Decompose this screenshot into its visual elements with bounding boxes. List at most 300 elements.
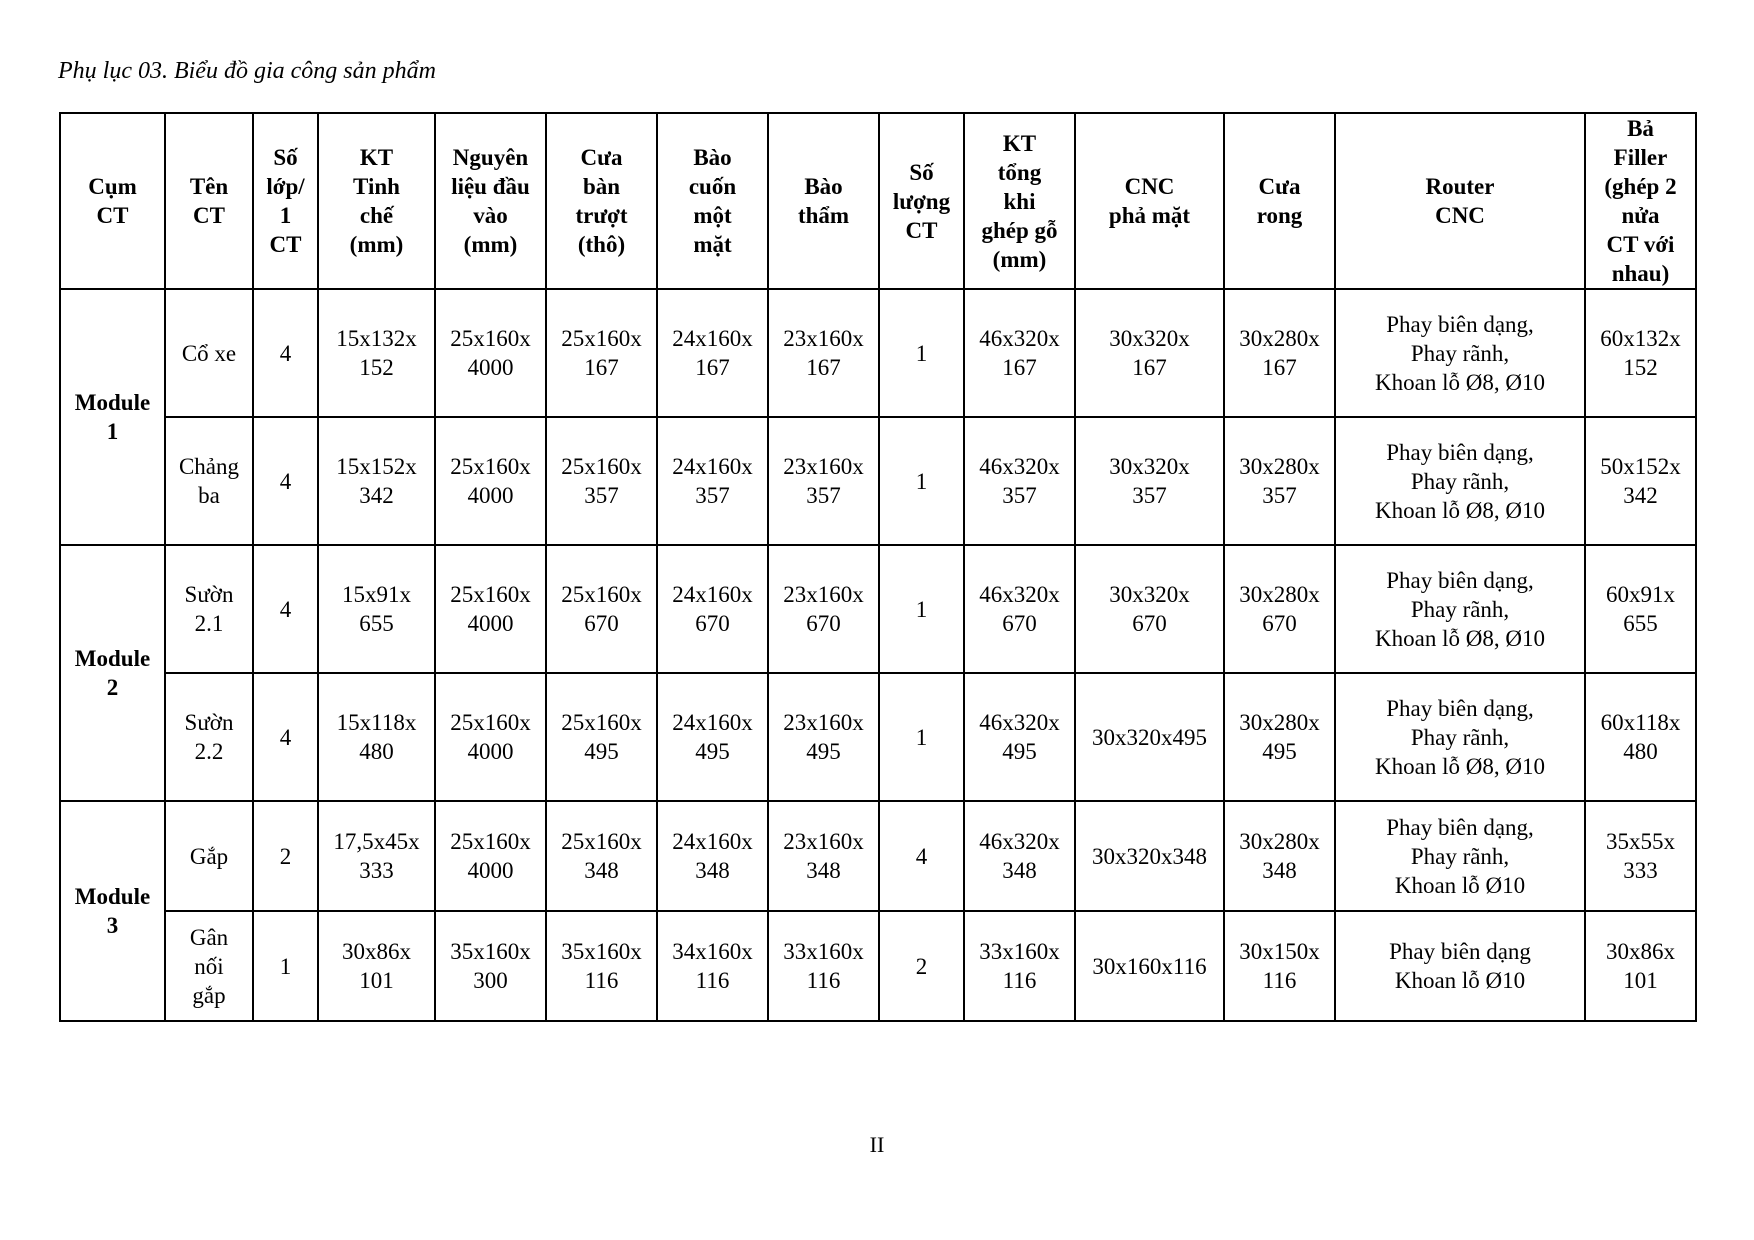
cell-line: 4 <box>279 596 292 622</box>
cell-line: Gân <box>189 924 229 950</box>
module-cell <box>60 289 165 545</box>
module-cell <box>60 545 165 801</box>
cell-line: 25x160x <box>450 710 531 735</box>
cell-line: 101 <box>359 968 394 993</box>
cell-line: nối <box>194 953 224 979</box>
cell-line: 670 <box>1002 611 1037 636</box>
cell-line: 333 <box>1623 858 1658 883</box>
table-cell <box>768 545 879 673</box>
table-cell <box>435 673 546 801</box>
table-cell <box>1224 911 1335 1021</box>
table-cell <box>1224 417 1335 545</box>
table-cell <box>1224 673 1335 801</box>
cell-line: 15x132x <box>336 326 417 351</box>
cell-line: 101 <box>1623 968 1658 993</box>
cell-line: 655 <box>1623 611 1658 636</box>
cell-line: 670 <box>695 611 730 636</box>
table-cell <box>165 911 253 1021</box>
cell-line: 3 <box>106 913 119 938</box>
cell-line: Phay biên dạng, <box>1386 814 1534 840</box>
table-cell <box>1335 289 1585 417</box>
cell-line: 30x320x <box>1109 326 1190 351</box>
cell-line: khi <box>1003 188 1036 214</box>
table-cell <box>435 417 546 545</box>
cell-line: 46x320x <box>979 454 1060 479</box>
cell-line: KT <box>1002 130 1037 156</box>
cell-line: 30x320x <box>1109 582 1190 607</box>
cell-line: 25x160x <box>561 582 642 607</box>
cell-line: 495 <box>584 739 619 764</box>
table-cell <box>657 289 768 417</box>
table-cell <box>1075 545 1224 673</box>
table-cell <box>1335 801 1585 911</box>
table-cell <box>964 911 1075 1021</box>
cell-line: Khoan lỗ Ø8, Ø10 <box>1375 369 1545 395</box>
table-cell <box>253 801 318 911</box>
cell-line: 30x320x <box>1109 454 1190 479</box>
table-cell <box>318 417 435 545</box>
column-header <box>768 113 879 289</box>
cell-line: 348 <box>806 858 841 883</box>
cell-line: 167 <box>806 355 841 380</box>
appendix-caption: Phụ lục 03. Biểu đồ gia công sản phẩm <box>58 58 436 84</box>
table-cell <box>768 911 879 1021</box>
cell-line: 495 <box>695 739 730 764</box>
cell-line: Tinh <box>353 174 400 199</box>
table-cell <box>546 545 657 673</box>
cell-line: 25x160x <box>561 829 642 854</box>
column-header <box>1335 113 1585 289</box>
cell-line: 35x55x <box>1606 829 1675 854</box>
table-cell <box>1224 289 1335 417</box>
cell-line: Phay biên dạng, <box>1386 567 1534 593</box>
cell-line: 23x160x <box>783 454 864 479</box>
table-cell <box>435 289 546 417</box>
cell-line: 357 <box>1262 483 1297 508</box>
cell-line: Router <box>1425 174 1495 199</box>
cell-line: 167 <box>1132 355 1167 380</box>
cell-line: 23x160x <box>783 582 864 607</box>
cell-line: 167 <box>584 355 619 380</box>
cell-line: Khoan lỗ Ø8, Ø10 <box>1375 753 1545 779</box>
table-cell <box>657 801 768 911</box>
cell-line: 2.2 <box>194 739 224 764</box>
cell-line: Module <box>74 884 151 909</box>
table-cell <box>657 545 768 673</box>
cell-line: 24x160x <box>672 326 753 351</box>
table-cell <box>165 673 253 801</box>
cell-line: Module <box>74 646 151 671</box>
cell-line: Bả <box>1627 116 1654 141</box>
cell-line: 30x160x116 <box>1092 953 1207 979</box>
header-row <box>60 113 1696 289</box>
cell-line: 4 <box>915 843 928 869</box>
cell-line: 480 <box>1623 739 1658 764</box>
table-cell <box>1585 673 1696 801</box>
cell-line: 495 <box>1002 739 1037 764</box>
table-cell <box>964 673 1075 801</box>
cell-line: 167 <box>1002 355 1037 380</box>
cell-line: một <box>693 203 732 228</box>
cell-line: 25x160x <box>450 326 531 351</box>
cell-line: Số <box>273 145 298 170</box>
cell-line: 116 <box>584 968 619 993</box>
table-cell <box>1585 801 1696 911</box>
cell-line: 152 <box>359 355 394 380</box>
cell-line: 670 <box>806 611 841 636</box>
cell-line: 670 <box>584 611 619 636</box>
table-cell <box>1585 545 1696 673</box>
table-cell <box>657 673 768 801</box>
page-number: II <box>869 1132 885 1157</box>
table-cell <box>546 911 657 1021</box>
cell-line: 4000 <box>467 483 514 508</box>
cell-line: CT <box>269 232 302 257</box>
table-cell <box>165 417 253 545</box>
cell-line: Phay rãnh, <box>1410 843 1510 869</box>
column-header <box>879 113 964 289</box>
cell-line: 342 <box>359 483 394 508</box>
column-header <box>546 113 657 289</box>
table-cell <box>546 289 657 417</box>
column-header <box>253 113 318 289</box>
column-header <box>1075 113 1224 289</box>
cell-line: Phay rãnh, <box>1410 596 1510 622</box>
table-row <box>60 801 1696 911</box>
cell-line: Phay rãnh, <box>1410 724 1510 750</box>
table-cell <box>1585 417 1696 545</box>
cell-line: 24x160x <box>672 582 753 607</box>
table-cell <box>165 289 253 417</box>
column-header <box>60 113 165 289</box>
cell-line: CT <box>905 217 938 243</box>
cell-line: cuốn <box>688 174 737 199</box>
cell-line: 4000 <box>467 858 514 883</box>
table-cell <box>768 289 879 417</box>
cell-line: 35x160x <box>450 939 531 964</box>
cell-line: 1 <box>915 596 928 622</box>
cell-line: (mm) <box>463 232 518 257</box>
cell-line: 15x91x <box>342 582 411 607</box>
cell-line: 30x86x <box>342 939 411 964</box>
cell-line: 30x320x348 <box>1092 843 1207 869</box>
cell-line: 2 <box>915 953 928 979</box>
table-cell <box>1224 801 1335 911</box>
table-cell <box>768 417 879 545</box>
cell-line: CT với <box>1606 232 1675 257</box>
cell-line: 24x160x <box>672 710 753 735</box>
cell-line: Phay biên dạng, <box>1386 311 1534 337</box>
cell-line: 46x320x <box>979 710 1060 735</box>
cell-line: 33x160x <box>979 939 1060 964</box>
cell-line: 348 <box>695 858 730 883</box>
column-header <box>318 113 435 289</box>
cell-line: Phay biên dạng <box>1389 939 1531 964</box>
cell-line: tổng <box>997 159 1042 185</box>
column-header <box>657 113 768 289</box>
cell-line: 495 <box>806 739 841 764</box>
table-cell <box>768 673 879 801</box>
cell-line: Cụm <box>88 174 137 199</box>
cell-line: 167 <box>1262 355 1297 380</box>
table-cell <box>253 545 318 673</box>
table-cell <box>253 417 318 545</box>
cell-line: Nguyên <box>452 145 529 170</box>
cell-line: 25x160x <box>561 454 642 479</box>
cell-line: 4000 <box>467 739 514 764</box>
table-cell <box>879 801 964 911</box>
cell-line: 116 <box>1262 968 1297 993</box>
cell-line: Phay biên dạng, <box>1386 439 1534 465</box>
cell-line: 152 <box>1623 355 1658 380</box>
cell-line: Khoan lỗ Ø10 <box>1394 968 1526 993</box>
cell-line: 1 <box>915 468 928 494</box>
table-cell <box>253 289 318 417</box>
cell-line: 348 <box>1262 858 1297 883</box>
cell-line: Phay rãnh, <box>1410 340 1510 366</box>
cell-line: 24x160x <box>672 454 753 479</box>
cell-line: 333 <box>359 858 394 883</box>
table-cell <box>1335 417 1585 545</box>
table-cell <box>546 673 657 801</box>
cell-line: nhau) <box>1611 261 1670 286</box>
table-cell <box>318 673 435 801</box>
cell-line: Sườn <box>184 582 234 607</box>
cell-line: ba <box>198 483 220 508</box>
cell-line: 655 <box>359 611 394 636</box>
table-row <box>60 545 1696 673</box>
cell-line: 60x91x <box>1606 582 1675 607</box>
cell-line: 357 <box>584 483 619 508</box>
table-row <box>60 911 1696 1021</box>
table-cell <box>1075 673 1224 801</box>
table-row <box>60 673 1696 801</box>
table-cell <box>318 911 435 1021</box>
cell-line: 4 <box>279 724 292 750</box>
cell-line: 30x280x <box>1239 454 1320 479</box>
cell-line: Khoan lỗ Ø8, Ø10 <box>1375 497 1545 523</box>
table-cell <box>1224 545 1335 673</box>
cell-line: 357 <box>695 483 730 508</box>
cell-line: liệu đầu <box>451 174 530 199</box>
table-cell <box>318 289 435 417</box>
cell-line: 348 <box>1002 858 1037 883</box>
cell-line: Khoan lỗ Ø10 <box>1394 872 1526 898</box>
cell-line: 25x160x <box>561 326 642 351</box>
cell-line: nửa <box>1621 203 1660 228</box>
cell-line: Cưa <box>1258 174 1301 199</box>
cell-line: 15x152x <box>336 454 417 479</box>
column-header <box>1224 113 1335 289</box>
cell-line: 30x86x <box>1606 939 1675 964</box>
table-cell <box>1075 911 1224 1021</box>
table-cell <box>657 911 768 1021</box>
cell-line: 50x152x <box>1600 454 1681 479</box>
cell-line: 116 <box>695 968 730 993</box>
table-cell <box>657 417 768 545</box>
cell-line: CT <box>193 203 225 228</box>
cell-line: 30x320x495 <box>1092 724 1207 750</box>
cell-line: 17,5x45x <box>333 829 420 854</box>
cell-line: (mm) <box>992 246 1047 272</box>
table-cell <box>253 673 318 801</box>
table-cell <box>435 545 546 673</box>
cell-line: 342 <box>1623 483 1658 508</box>
cell-line: bàn <box>582 174 621 199</box>
cell-line: 34x160x <box>672 939 753 964</box>
cell-line: phả mặt <box>1108 203 1191 228</box>
column-header <box>1585 113 1696 289</box>
cell-line: Sườn <box>184 710 234 735</box>
cell-line: Module <box>74 390 151 415</box>
cell-line: 1 <box>279 953 292 979</box>
cell-line: 25x160x <box>450 582 531 607</box>
column-header <box>964 113 1075 289</box>
cell-line: 348 <box>584 858 619 883</box>
table-row <box>60 289 1696 417</box>
cell-line: 300 <box>473 968 508 993</box>
table-cell <box>1585 911 1696 1021</box>
cell-line: 25x160x <box>450 454 531 479</box>
table-cell <box>879 417 964 545</box>
cell-line: 4000 <box>467 611 514 636</box>
cell-line: 4 <box>279 468 292 494</box>
cell-line: (thô) <box>577 232 626 257</box>
cell-line: 4 <box>279 340 292 366</box>
table-cell <box>964 289 1075 417</box>
table-cell <box>1075 417 1224 545</box>
cell-line: 46x320x <box>979 582 1060 607</box>
cell-line: 25x160x <box>561 710 642 735</box>
column-header <box>435 113 546 289</box>
cell-line: vào <box>473 203 508 228</box>
table-cell <box>879 673 964 801</box>
cell-line: 30x280x <box>1239 710 1320 735</box>
cell-line: Filler <box>1613 145 1668 170</box>
table-cell <box>318 801 435 911</box>
table-cell <box>1075 289 1224 417</box>
cell-line: 167 <box>695 355 730 380</box>
column-header <box>165 113 253 289</box>
cell-line: mặt <box>693 232 732 257</box>
cell-line: 116 <box>806 968 841 993</box>
cell-line: 35x160x <box>561 939 642 964</box>
cell-line: 46x320x <box>979 326 1060 351</box>
table-cell <box>435 801 546 911</box>
cell-line: ghép gỗ <box>981 217 1058 243</box>
table-cell <box>318 545 435 673</box>
cell-line: Cưa <box>580 145 623 170</box>
table-cell <box>546 417 657 545</box>
cell-line: lớp/ <box>266 174 305 199</box>
module-cell <box>60 801 165 1021</box>
table-cell <box>964 801 1075 911</box>
cell-line: KT <box>359 145 394 170</box>
cell-line: 2 <box>106 675 119 700</box>
table-cell <box>1335 545 1585 673</box>
cell-line: CNC <box>1124 174 1175 199</box>
cell-line: lượng <box>892 188 951 214</box>
table-cell <box>964 417 1075 545</box>
cell-line: Chảng <box>178 454 240 479</box>
cell-line: 23x160x <box>783 326 864 351</box>
table-cell <box>165 545 253 673</box>
table-cell <box>879 289 964 417</box>
table-cell <box>1075 801 1224 911</box>
cell-line: 1 <box>915 340 928 366</box>
cell-line: 670 <box>1132 611 1167 636</box>
cell-line: 33x160x <box>783 939 864 964</box>
cell-line: 60x118x <box>1600 710 1681 735</box>
table-cell <box>964 545 1075 673</box>
table-cell <box>768 801 879 911</box>
cell-line: 2.1 <box>194 611 224 636</box>
cell-line: Gắp <box>189 843 229 869</box>
table-cell <box>165 801 253 911</box>
cell-line: 24x160x <box>672 829 753 854</box>
table-cell <box>253 911 318 1021</box>
cell-line: 495 <box>1262 739 1297 764</box>
cell-line: 25x160x <box>450 829 531 854</box>
table-row <box>60 417 1696 545</box>
cell-line: 46x320x <box>979 829 1060 854</box>
cell-line: Cổ xe <box>181 340 237 366</box>
cell-line: 116 <box>1002 968 1037 993</box>
cell-line: 30x280x <box>1239 829 1320 854</box>
table-cell <box>1335 911 1585 1021</box>
processing-table <box>59 112 1697 1022</box>
cell-line: 30x280x <box>1239 326 1320 351</box>
cell-line: chế <box>359 203 394 228</box>
cell-line: 357 <box>1002 483 1037 508</box>
table-cell <box>546 801 657 911</box>
cell-line: CNC <box>1435 203 1485 228</box>
cell-line: 2 <box>279 843 292 869</box>
cell-line: 357 <box>806 483 841 508</box>
cell-line: Khoan lỗ Ø8, Ø10 <box>1375 625 1545 651</box>
table-body <box>60 289 1696 1021</box>
table-cell <box>1585 289 1696 417</box>
cell-line: 15x118x <box>336 710 417 735</box>
cell-line: rong <box>1256 203 1303 228</box>
table-cell <box>879 911 964 1021</box>
cell-line: 60x132x <box>1600 326 1681 351</box>
cell-line: 357 <box>1132 483 1167 508</box>
cell-line: Phay rãnh, <box>1410 468 1510 494</box>
cell-line: Tên <box>189 174 229 199</box>
cell-line: CT <box>96 203 129 228</box>
cell-line: 30x150x <box>1239 939 1320 964</box>
cell-line: Số <box>909 159 934 185</box>
cell-line: 23x160x <box>783 710 864 735</box>
cell-line: Bào <box>693 145 732 170</box>
cell-line: 30x280x <box>1239 582 1320 607</box>
cell-line: thẩm <box>797 203 850 228</box>
cell-line: (ghép 2 <box>1604 174 1677 199</box>
cell-line: trượt <box>575 203 628 228</box>
cell-line: 1 <box>279 203 292 228</box>
cell-line: 4000 <box>467 355 514 380</box>
cell-line: 23x160x <box>783 829 864 854</box>
cell-line: 1 <box>106 419 119 444</box>
table-cell <box>879 545 964 673</box>
cell-line: gắp <box>192 982 226 1008</box>
cell-line: Phay biên dạng, <box>1386 695 1534 721</box>
table-cell <box>1335 673 1585 801</box>
cell-line: (mm) <box>349 232 404 257</box>
table-cell <box>435 911 546 1021</box>
cell-line: 670 <box>1262 611 1297 636</box>
